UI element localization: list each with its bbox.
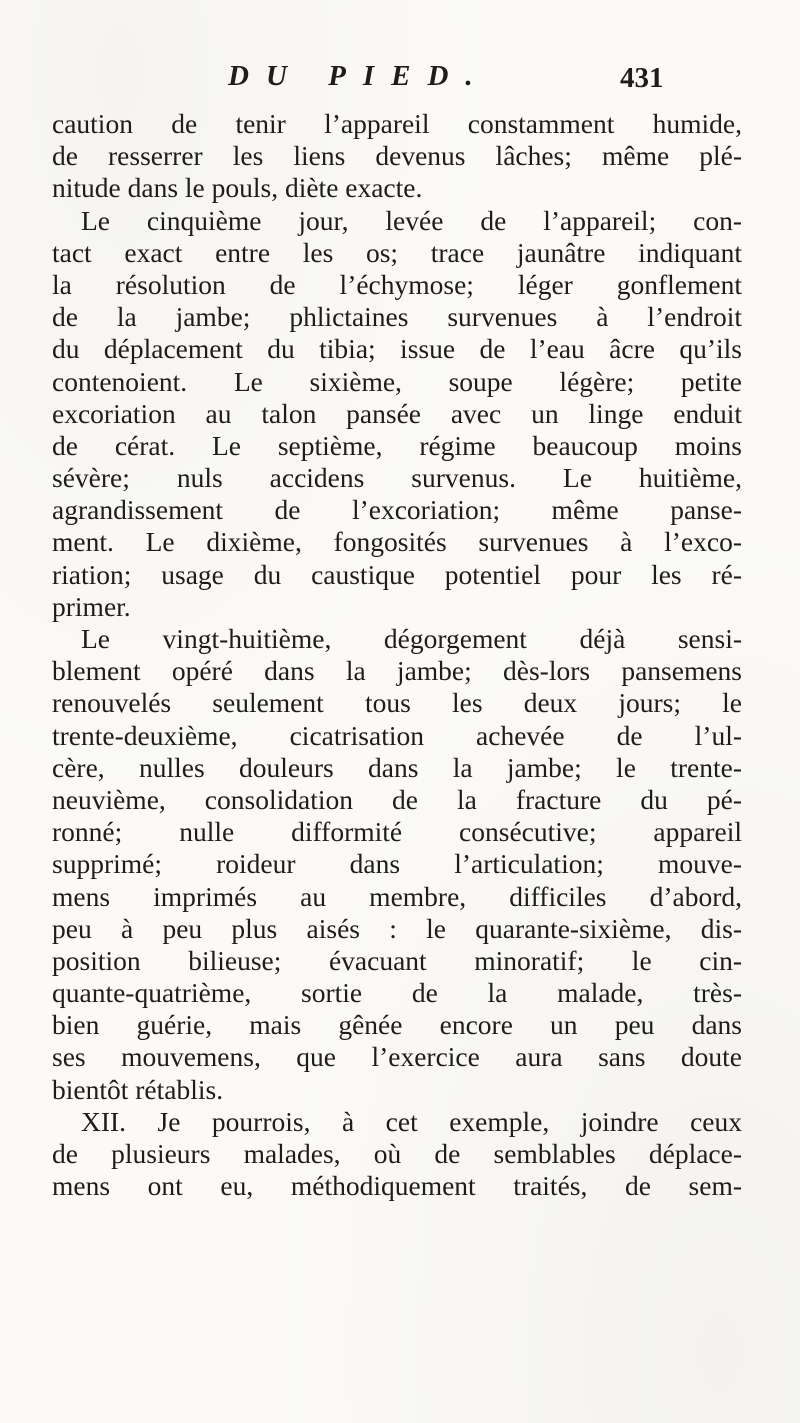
text-line: de la jambe; phlictaines survenues à l’endroit xyxy=(52,301,742,333)
text-line: mens ont eu, méthodiquement traités, de sem- xyxy=(52,1170,742,1202)
text-line: contenoient. Le sixième, soupe légère; petite xyxy=(52,365,742,397)
body-text xyxy=(52,108,742,1202)
text-line: mens imprimés au membre, difficiles d’abord, xyxy=(52,880,742,912)
text-line: cère, nulles douleurs dans la jambe; le trente- xyxy=(52,751,742,783)
text-line: supprimé; roideur dans l’articulation; mouve- xyxy=(52,848,742,880)
running-title: DU PIED. xyxy=(228,60,490,92)
text-line: du déplacement du tibia; issue de l’eau âcre qu’ils xyxy=(52,333,742,365)
text-line: ment. Le dixième, fongosités survenues à l’exco- xyxy=(52,526,742,558)
text-line: renouvelés seulement tous les deux jours; le xyxy=(52,687,742,719)
text-line: de cérat. Le septième, régime beaucoup moins xyxy=(52,429,742,461)
text-line: Le cinquième jour, levée de l’appareil; con- xyxy=(81,204,742,236)
text-line: la résolution de l’échymose; léger gonflement xyxy=(52,268,742,300)
text-line: bientôt rétablis. xyxy=(52,1073,224,1105)
text-line: sévère; nuls accidens survenus. Le huitième, xyxy=(52,462,742,494)
text-line: peu à peu plus aisés : le quarante-sixième, dis- xyxy=(52,912,742,944)
text-line: de plusieurs malades, où de semblables déplace- xyxy=(52,1138,742,1169)
text-line: nitude dans le pouls, diète exacte. xyxy=(52,172,423,204)
text-line: excoriation au talon pansée avec un linge enduit xyxy=(52,397,742,429)
text-line: blement opéré dans la jambe; dès-lors pansemens xyxy=(52,655,742,687)
text-line: neuvième, consolidation de la fracture du pé- xyxy=(52,783,742,815)
text-line: quante-quatrième, sortie de la malade, très- xyxy=(52,977,742,1009)
text-line: primer. xyxy=(52,590,131,622)
text-line: riation; usage du caustique potentiel pour les ré- xyxy=(52,558,742,590)
text-line: caution de tenir l’appareil constamment humide, xyxy=(52,108,742,139)
text-line: position bilieuse; évacuant minoratif; le cin- xyxy=(52,944,742,976)
text-line: agrandissement de l’excoriation; même panse- xyxy=(52,494,742,526)
text-line: XII. Je pourrois, à cet exemple, joindre ceux xyxy=(81,1105,742,1137)
text-line: bien guérie, mais gênée encore un peu dans xyxy=(52,1009,742,1041)
text-line: ses mouvemens, que l’exercice aura sans doute xyxy=(52,1041,742,1073)
text-line: de resserrer les liens devenus lâches; même plé- xyxy=(52,140,742,172)
text-line: trente-deuxième, cicatrisation achevée de l’ul- xyxy=(52,719,742,751)
page-number: 431 xyxy=(620,62,664,94)
text-line: Le vingt-huitième, dégorgement déjà sensi- xyxy=(81,623,742,654)
running-head xyxy=(0,60,800,100)
text-line: tact exact entre les os; trace jaunâtre indiquant xyxy=(52,236,742,268)
text-line: ronné; nulle difformité consécutive; appareil xyxy=(52,816,742,848)
